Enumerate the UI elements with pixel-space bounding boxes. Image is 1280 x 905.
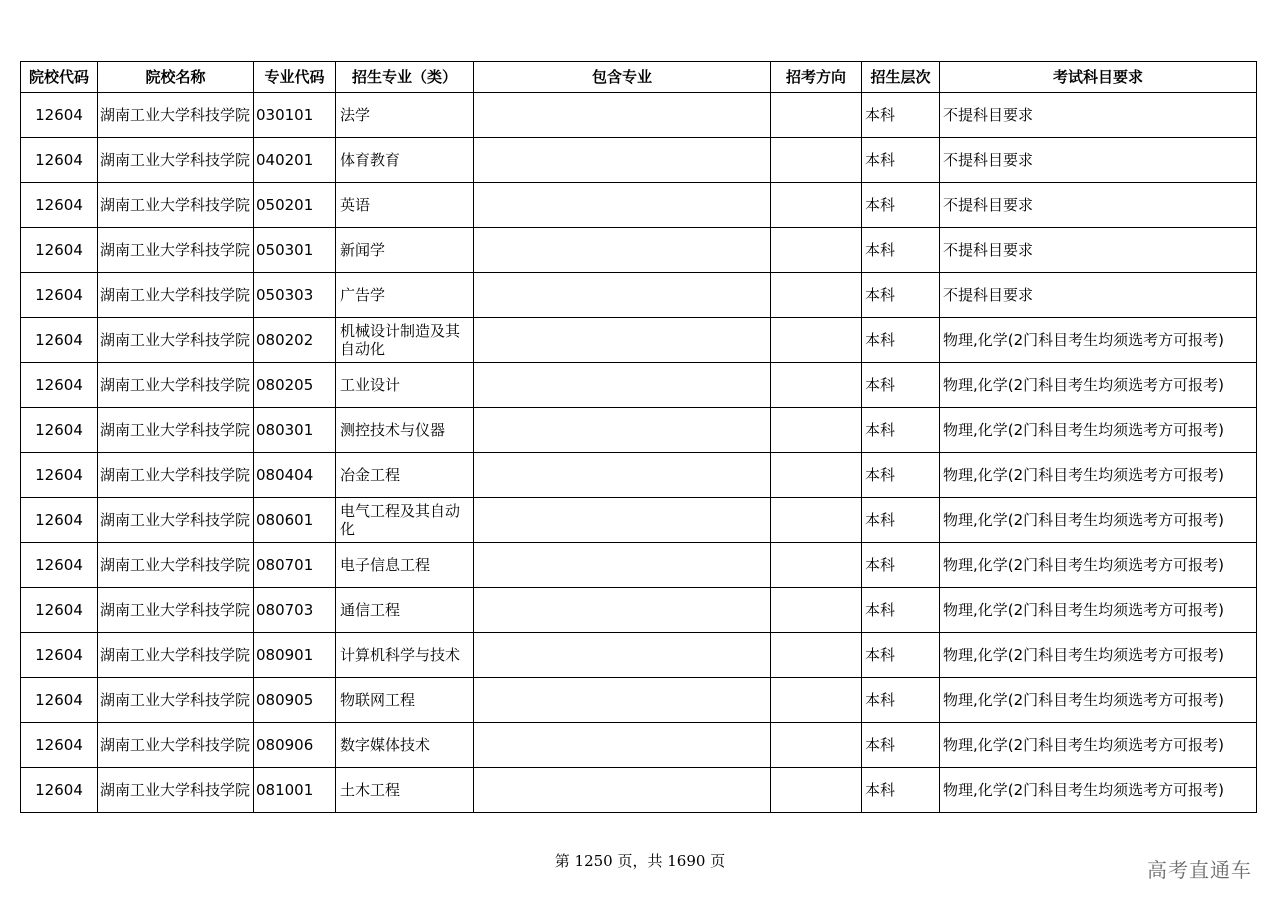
cell-included-majors [474,633,771,678]
watermark-logo-text: 高考直通车 [1147,858,1252,882]
cell-school-code: 12604 [21,768,98,813]
cell-major-name: 土木工程 [336,768,474,813]
cell-direction [771,678,862,723]
cell-requirement: 物理,化学(2门科目考生均须选考方可报考) [940,768,1257,813]
cell-direction [771,318,862,363]
cell-school-code: 12604 [21,363,98,408]
table-header [21,62,1257,93]
table-row [21,183,1257,228]
cell-included-majors [474,453,771,498]
table-row [21,768,1257,813]
table-row [21,453,1257,498]
cell-school-name: 湖南工业大学科技学院 [98,633,254,678]
cell-direction [771,453,862,498]
cell-direction [771,228,862,273]
cell-requirement: 物理,化学(2门科目考生均须选考方可报考) [940,363,1257,408]
header-level: 招生层次 [862,62,940,93]
header-direction: 招考方向 [771,62,862,93]
cell-requirement: 物理,化学(2门科目考生均须选考方可报考) [940,318,1257,363]
cell-school-code: 12604 [21,228,98,273]
cell-major-name: 物联网工程 [336,678,474,723]
cell-major-name: 电气工程及其自动化 [336,498,474,543]
cell-direction [771,543,862,588]
cell-requirement: 物理,化学(2门科目考生均须选考方可报考) [940,633,1257,678]
cell-major-code: 030101 [254,93,336,138]
cell-school-code: 12604 [21,183,98,228]
table-row [21,228,1257,273]
cell-direction [771,498,862,543]
cell-level: 本科 [862,93,940,138]
cell-included-majors [474,363,771,408]
cell-direction [771,138,862,183]
cell-level: 本科 [862,183,940,228]
table-row [21,678,1257,723]
cell-school-code: 12604 [21,543,98,588]
cell-school-name: 湖南工业大学科技学院 [98,408,254,453]
cell-included-majors [474,183,771,228]
cell-requirement: 物理,化学(2门科目考生均须选考方可报考) [940,588,1257,633]
cell-major-code: 080701 [254,543,336,588]
cell-major-name: 冶金工程 [336,453,474,498]
cell-included-majors [474,408,771,453]
table-row [21,138,1257,183]
cell-included-majors [474,273,771,318]
cell-included-majors [474,678,771,723]
cell-major-name: 新闻学 [336,228,474,273]
cell-level: 本科 [862,453,940,498]
cell-major-name: 法学 [336,93,474,138]
cell-level: 本科 [862,228,940,273]
cell-school-code: 12604 [21,318,98,363]
cell-included-majors [474,588,771,633]
cell-requirement: 物理,化学(2门科目考生均须选考方可报考) [940,453,1257,498]
header-major-name: 招生专业（类） [336,62,474,93]
cell-direction [771,408,862,453]
cell-direction [771,93,862,138]
table-row [21,408,1257,453]
cell-included-majors [474,138,771,183]
header-requirement: 考试科目要求 [940,62,1257,93]
cell-direction [771,768,862,813]
cell-major-name: 测控技术与仪器 [336,408,474,453]
cell-requirement: 物理,化学(2门科目考生均须选考方可报考) [940,678,1257,723]
cell-level: 本科 [862,678,940,723]
cell-major-name: 体育教育 [336,138,474,183]
cell-school-name: 湖南工业大学科技学院 [98,453,254,498]
cell-school-name: 湖南工业大学科技学院 [98,138,254,183]
cell-level: 本科 [862,138,940,183]
cell-major-code: 080301 [254,408,336,453]
cell-level: 本科 [862,768,940,813]
cell-school-code: 12604 [21,498,98,543]
cell-included-majors [474,723,771,768]
cell-major-code: 050301 [254,228,336,273]
table-row [21,588,1257,633]
cell-direction [771,363,862,408]
cell-requirement: 不提科目要求 [940,93,1257,138]
cell-major-name: 广告学 [336,273,474,318]
cell-requirement: 物理,化学(2门科目考生均须选考方可报考) [940,543,1257,588]
cell-major-code: 080906 [254,723,336,768]
cell-school-name: 湖南工业大学科技学院 [98,318,254,363]
cell-school-name: 湖南工业大学科技学院 [98,768,254,813]
cell-major-name: 机械设计制造及其自动化 [336,318,474,363]
cell-school-code: 12604 [21,273,98,318]
cell-school-name: 湖南工业大学科技学院 [98,363,254,408]
cell-school-name: 湖南工业大学科技学院 [98,588,254,633]
cell-direction [771,723,862,768]
cell-direction [771,588,862,633]
cell-level: 本科 [862,318,940,363]
admissions-table [20,61,1257,813]
cell-school-code: 12604 [21,633,98,678]
table-row [21,633,1257,678]
cell-school-code: 12604 [21,678,98,723]
table-row [21,543,1257,588]
cell-included-majors [474,228,771,273]
cell-school-code: 12604 [21,588,98,633]
cell-major-code: 080205 [254,363,336,408]
cell-direction [771,183,862,228]
table-row [21,363,1257,408]
table-body [21,93,1257,813]
cell-requirement: 不提科目要求 [940,138,1257,183]
cell-level: 本科 [862,273,940,318]
cell-school-name: 湖南工业大学科技学院 [98,543,254,588]
cell-major-code: 080202 [254,318,336,363]
cell-level: 本科 [862,723,940,768]
cell-school-name: 湖南工业大学科技学院 [98,498,254,543]
cell-school-name: 湖南工业大学科技学院 [98,723,254,768]
cell-level: 本科 [862,588,940,633]
header-school-code: 院校代码 [21,62,98,93]
cell-major-code: 080901 [254,633,336,678]
cell-requirement: 物理,化学(2门科目考生均须选考方可报考) [940,408,1257,453]
cell-major-code: 080905 [254,678,336,723]
cell-school-code: 12604 [21,723,98,768]
cell-major-code: 050303 [254,273,336,318]
cell-included-majors [474,93,771,138]
cell-direction [771,273,862,318]
table-row [21,273,1257,318]
cell-level: 本科 [862,633,940,678]
cell-level: 本科 [862,498,940,543]
cell-major-code: 081001 [254,768,336,813]
cell-included-majors [474,498,771,543]
cell-school-code: 12604 [21,138,98,183]
cell-school-name: 湖南工业大学科技学院 [98,228,254,273]
cell-major-code: 050201 [254,183,336,228]
cell-major-code: 080404 [254,453,336,498]
cell-requirement: 物理,化学(2门科目考生均须选考方可报考) [940,498,1257,543]
cell-requirement: 物理,化学(2门科目考生均须选考方可报考) [940,723,1257,768]
cell-major-name: 工业设计 [336,363,474,408]
cell-major-name: 英语 [336,183,474,228]
cell-level: 本科 [862,408,940,453]
cell-included-majors [474,543,771,588]
cell-included-majors [474,768,771,813]
cell-major-code: 080601 [254,498,336,543]
cell-level: 本科 [862,543,940,588]
table-row [21,723,1257,768]
cell-requirement: 不提科目要求 [940,228,1257,273]
cell-major-code: 040201 [254,138,336,183]
cell-included-majors [474,318,771,363]
header-row [21,62,1257,93]
cell-major-name: 电子信息工程 [336,543,474,588]
cell-school-name: 湖南工业大学科技学院 [98,273,254,318]
cell-major-name: 计算机科学与技术 [336,633,474,678]
cell-major-name: 数字媒体技术 [336,723,474,768]
table-row [21,498,1257,543]
cell-requirement: 不提科目要求 [940,183,1257,228]
header-included-majors: 包含专业 [474,62,771,93]
table-row [21,318,1257,363]
cell-requirement: 不提科目要求 [940,273,1257,318]
admissions-table-container [20,61,1256,813]
header-school-name: 院校名称 [98,62,254,93]
cell-school-code: 12604 [21,408,98,453]
cell-school-name: 湖南工业大学科技学院 [98,183,254,228]
cell-direction [771,633,862,678]
page-number: 第 1250 页，共 1690 页 [554,852,726,870]
header-major-code: 专业代码 [254,62,336,93]
cell-school-name: 湖南工业大学科技学院 [98,678,254,723]
cell-school-name: 湖南工业大学科技学院 [98,93,254,138]
cell-school-code: 12604 [21,453,98,498]
cell-level: 本科 [862,363,940,408]
cell-school-code: 12604 [21,93,98,138]
cell-major-name: 通信工程 [336,588,474,633]
table-row [21,93,1257,138]
cell-major-code: 080703 [254,588,336,633]
